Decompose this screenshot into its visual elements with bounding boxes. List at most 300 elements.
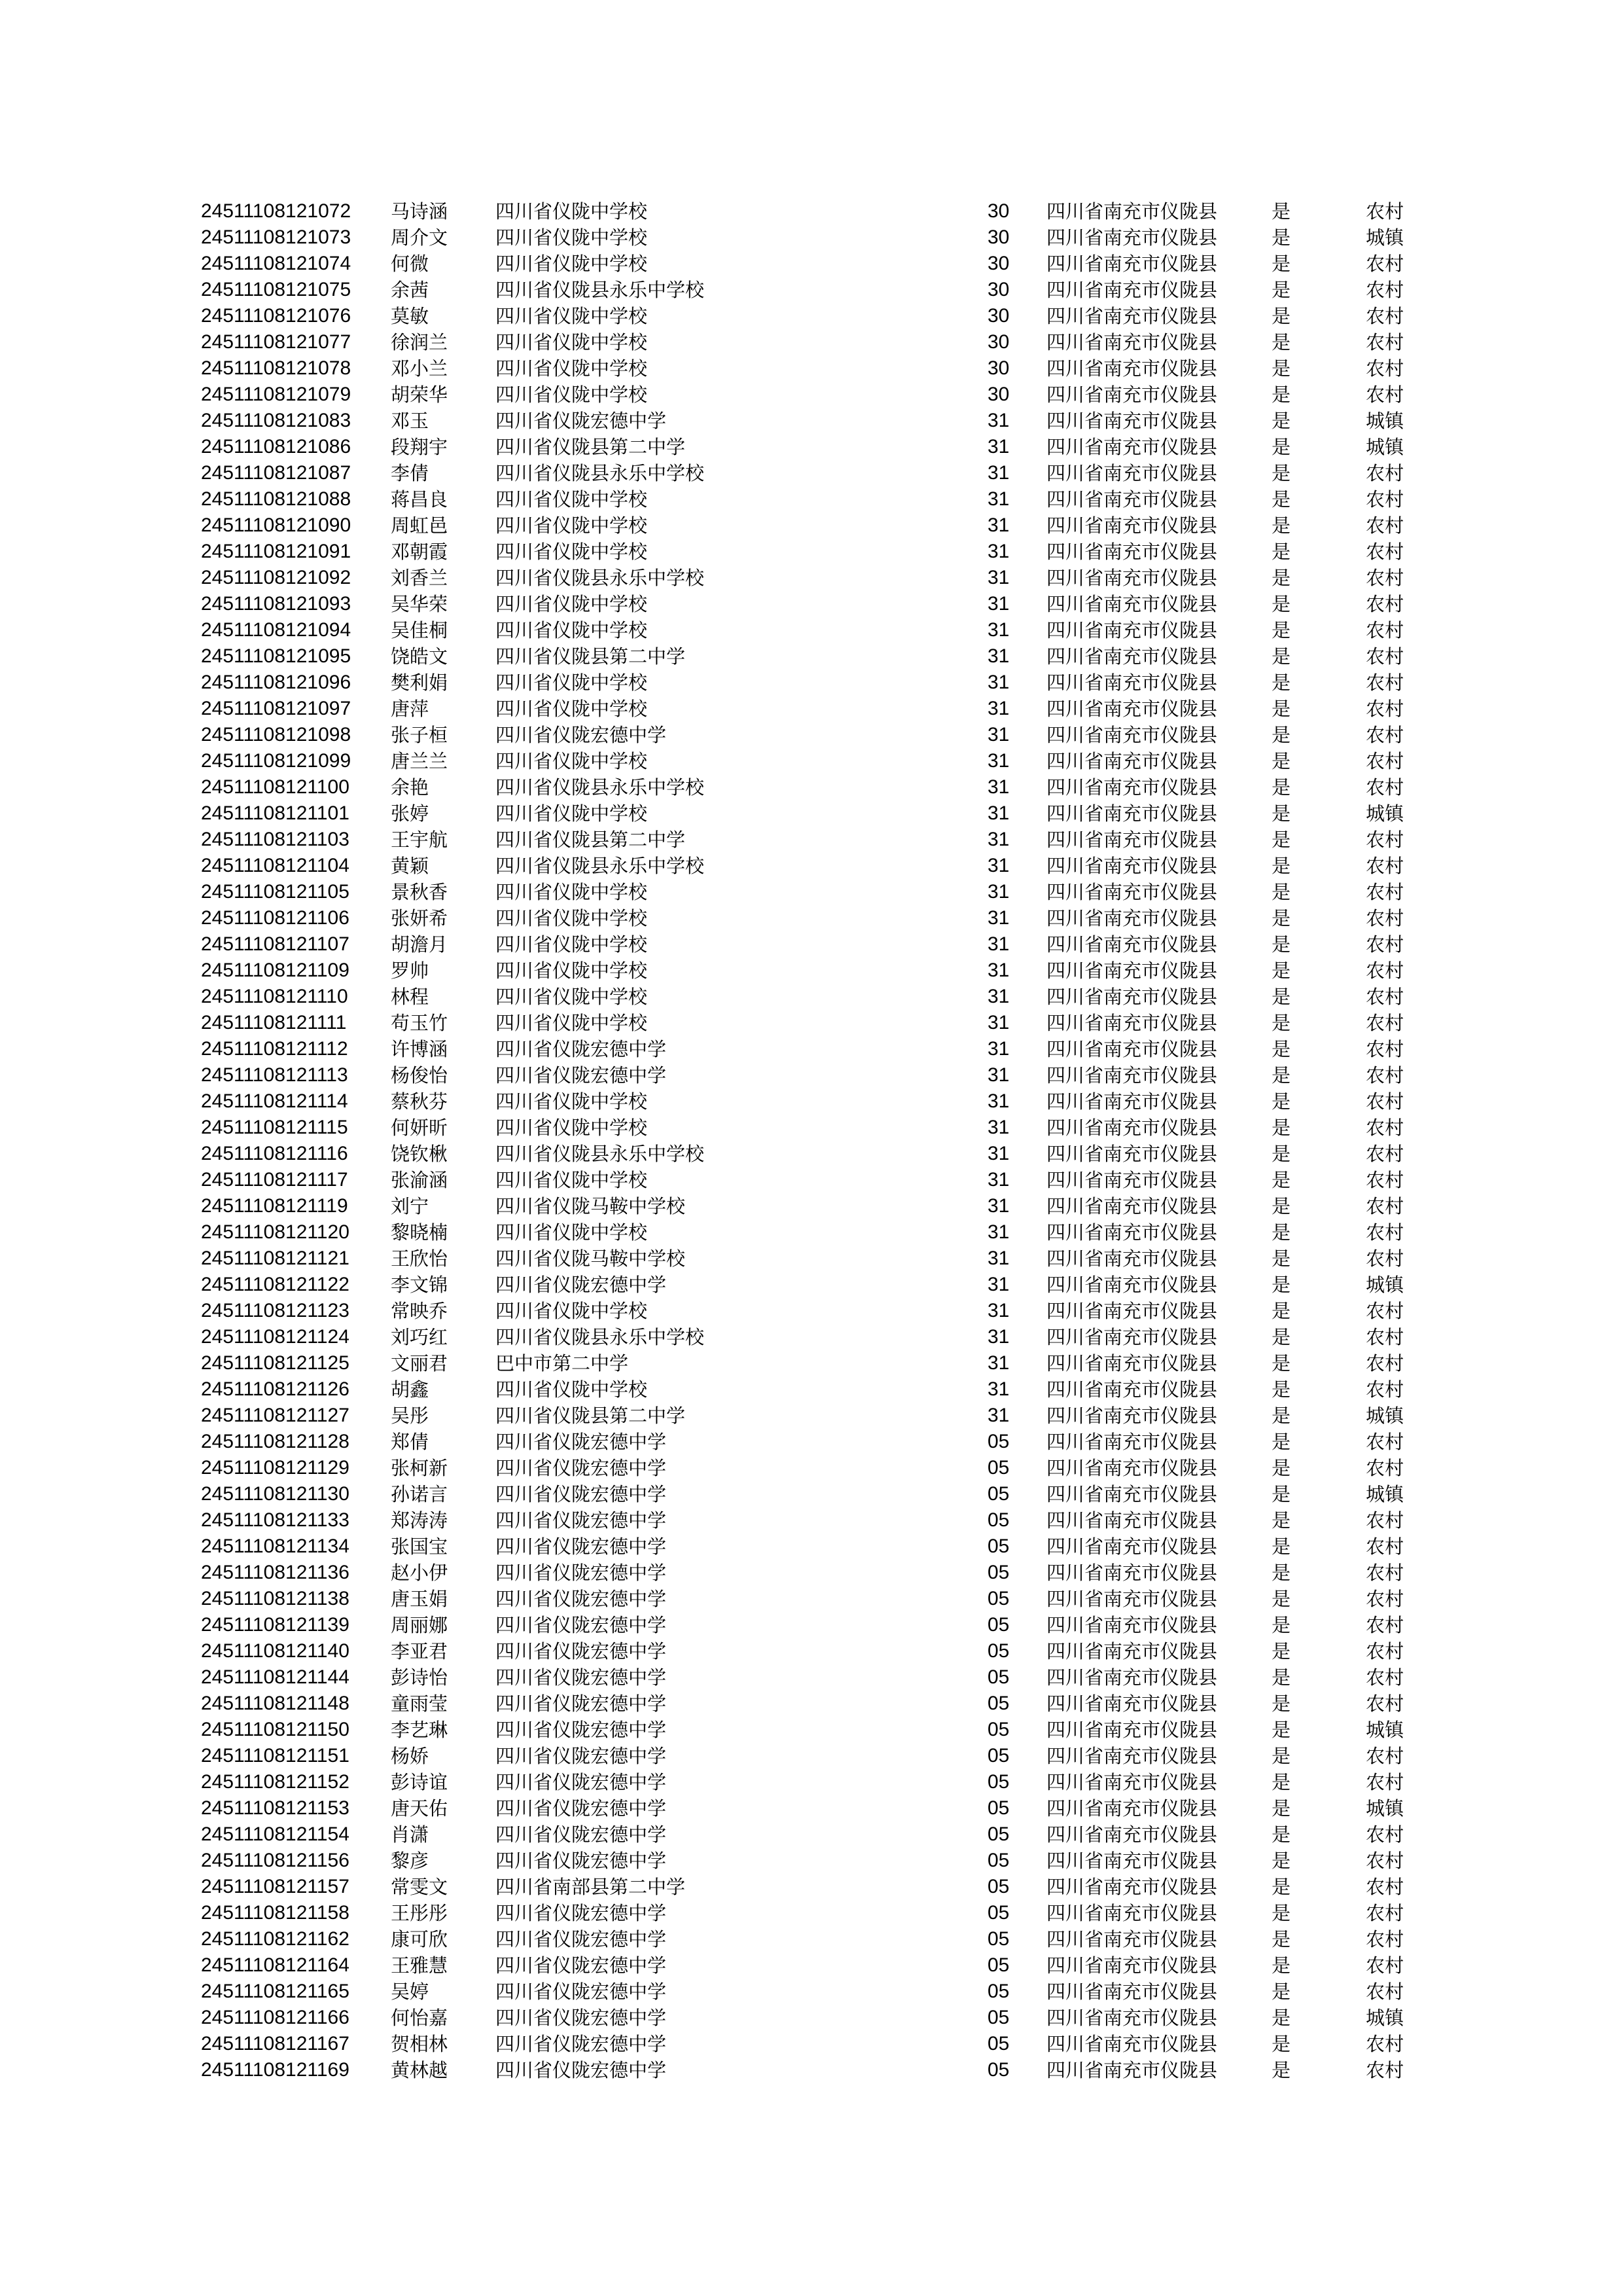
table-row [0, 879, 1623, 905]
school-cell: 四川省仪陇中学校 [495, 619, 648, 641]
eligibility-cell: 是 [1272, 593, 1291, 615]
eligibility-cell: 是 [1272, 1274, 1291, 1296]
exam-number-cell: 24511108121115 [201, 1117, 348, 1138]
eligibility-cell: 是 [1272, 1745, 1291, 1767]
eligibility-cell: 是 [1272, 907, 1291, 929]
residence-type-cell: 农村 [1366, 1300, 1404, 1322]
residence-type-cell: 城镇 [1366, 1274, 1404, 1296]
roster-table [0, 198, 1623, 2083]
exam-number-cell: 24511108121138 [201, 1588, 349, 1609]
class-code-cell: 31 [988, 829, 1010, 850]
residence-type-cell: 农村 [1366, 1745, 1404, 1767]
residence-type-cell: 农村 [1366, 1352, 1404, 1374]
eligibility-cell: 是 [1272, 1850, 1291, 1872]
school-cell: 四川省仪陇宏德中学 [495, 2007, 667, 2029]
class-code-cell: 31 [988, 855, 1010, 876]
school-cell: 四川省仪陇中学校 [495, 488, 648, 511]
region-cell: 四川省南充市仪陇县 [1046, 1719, 1218, 1741]
exam-number-cell: 24511108121086 [201, 436, 351, 457]
region-cell: 四川省南充市仪陇县 [1046, 750, 1218, 772]
class-code-cell: 31 [988, 672, 1010, 693]
student-name-cell: 杨娇 [391, 1745, 429, 1767]
region-cell: 四川省南充市仪陇县 [1046, 253, 1218, 275]
class-code-cell: 31 [988, 541, 1010, 562]
region-cell: 四川省南充市仪陇县 [1046, 357, 1218, 380]
student-name-cell: 童雨莹 [391, 1693, 448, 1715]
residence-type-cell: 农村 [1366, 462, 1404, 484]
region-cell: 四川省南充市仪陇县 [1046, 1588, 1218, 1610]
eligibility-cell: 是 [1272, 1326, 1291, 1348]
exam-number-cell: 24511108121136 [201, 1562, 349, 1583]
school-cell: 四川省仪陇宏德中学 [495, 410, 667, 432]
residence-type-cell: 城镇 [1366, 1405, 1404, 1427]
student-name-cell: 张婷 [391, 802, 429, 825]
school-cell: 四川省仪陇中学校 [495, 253, 648, 275]
class-code-cell: 05 [988, 2007, 1010, 2028]
eligibility-cell: 是 [1272, 1902, 1291, 1924]
exam-number-cell: 24511108121128 [201, 1431, 349, 1452]
residence-type-cell: 农村 [1366, 1221, 1404, 1244]
table-row [0, 643, 1623, 670]
eligibility-cell: 是 [1272, 1300, 1291, 1322]
table-row [0, 2031, 1623, 2057]
residence-type-cell: 农村 [1366, 933, 1404, 956]
table-row [0, 1219, 1623, 1246]
region-cell: 四川省南充市仪陇县 [1046, 1090, 1218, 1113]
table-row [0, 748, 1623, 774]
residence-type-cell: 农村 [1366, 567, 1404, 589]
eligibility-cell: 是 [1272, 462, 1291, 484]
eligibility-cell: 是 [1272, 488, 1291, 511]
region-cell: 四川省南充市仪陇县 [1046, 1509, 1218, 1532]
student-name-cell: 唐天佑 [391, 1797, 448, 1820]
region-cell: 四川省南充市仪陇县 [1046, 1300, 1218, 1322]
region-cell: 四川省南充市仪陇县 [1046, 331, 1218, 353]
region-cell: 四川省南充市仪陇县 [1046, 1666, 1218, 1689]
student-name-cell: 李亚君 [391, 1640, 448, 1662]
eligibility-cell: 是 [1272, 1221, 1291, 1244]
eligibility-cell: 是 [1272, 1823, 1291, 1846]
residence-type-cell: 农村 [1366, 698, 1404, 720]
exam-number-cell: 24511108121077 [201, 331, 351, 353]
class-code-cell: 05 [988, 1483, 1010, 1505]
table-row [0, 1350, 1623, 1376]
region-cell: 四川省南充市仪陇县 [1046, 933, 1218, 956]
exam-number-cell: 24511108121162 [201, 1928, 349, 1950]
exam-number-cell: 24511108121096 [201, 672, 351, 693]
student-name-cell: 孙诺言 [391, 1483, 448, 1505]
school-cell: 四川省仪陇宏德中学 [495, 1666, 667, 1689]
student-name-cell: 王彤彤 [391, 1902, 448, 1924]
table-row [0, 539, 1623, 565]
eligibility-cell: 是 [1272, 619, 1291, 641]
residence-type-cell: 农村 [1366, 855, 1404, 877]
table-row [0, 1795, 1623, 1821]
class-code-cell: 31 [988, 1378, 1010, 1400]
region-cell: 四川省南充市仪陇县 [1046, 410, 1218, 432]
class-code-cell: 31 [988, 1012, 1010, 1033]
exam-number-cell: 24511108121130 [201, 1483, 349, 1505]
exam-number-cell: 24511108121098 [201, 724, 351, 745]
class-code-cell: 31 [988, 619, 1010, 641]
table-row [0, 565, 1623, 591]
eligibility-cell: 是 [1272, 305, 1291, 327]
table-row [0, 408, 1623, 434]
table-row [0, 1193, 1623, 1219]
region-cell: 四川省南充市仪陇县 [1046, 1326, 1218, 1348]
exam-number-cell: 24511108121076 [201, 305, 351, 327]
table-row [0, 460, 1623, 486]
eligibility-cell: 是 [1272, 1562, 1291, 1584]
table-row [0, 251, 1623, 277]
class-code-cell: 31 [988, 1274, 1010, 1295]
region-cell: 四川省南充市仪陇县 [1046, 829, 1218, 851]
eligibility-cell: 是 [1272, 1640, 1291, 1662]
eligibility-cell: 是 [1272, 724, 1291, 746]
student-name-cell: 黄林越 [391, 2059, 448, 2081]
eligibility-cell: 是 [1272, 960, 1291, 982]
region-cell: 四川省南充市仪陇县 [1046, 1221, 1218, 1244]
region-cell: 四川省南充市仪陇县 [1046, 462, 1218, 484]
region-cell: 四川省南充市仪陇县 [1046, 881, 1218, 903]
exam-number-cell: 24511108121113 [201, 1064, 348, 1086]
eligibility-cell: 是 [1272, 226, 1291, 249]
student-name-cell: 王宇航 [391, 829, 448, 851]
student-name-cell: 张渝涵 [391, 1169, 448, 1191]
residence-type-cell: 农村 [1366, 1981, 1404, 2003]
exam-number-cell: 24511108121079 [201, 384, 351, 405]
eligibility-cell: 是 [1272, 672, 1291, 694]
residence-type-cell: 农村 [1366, 488, 1404, 511]
exam-number-cell: 24511108121104 [201, 855, 349, 876]
school-cell: 四川省仪陇县第二中学 [495, 1405, 686, 1427]
region-cell: 四川省南充市仪陇县 [1046, 1562, 1218, 1584]
school-cell: 四川省仪陇宏德中学 [495, 1274, 667, 1296]
student-name-cell: 常映乔 [391, 1300, 448, 1322]
school-cell: 四川省仪陇中学校 [495, 881, 648, 903]
student-name-cell: 蔡秋芬 [391, 1090, 448, 1113]
residence-type-cell: 农村 [1366, 1640, 1404, 1662]
residence-type-cell: 农村 [1366, 1588, 1404, 1610]
class-code-cell: 31 [988, 960, 1010, 981]
school-cell: 四川省仪陇县永乐中学校 [495, 279, 705, 301]
student-name-cell: 余艳 [391, 776, 429, 798]
school-cell: 四川省仪陇马鞍中学校 [495, 1247, 686, 1270]
exam-number-cell: 24511108121158 [201, 1902, 349, 1924]
region-cell: 四川省南充市仪陇县 [1046, 436, 1218, 458]
residence-type-cell: 农村 [1366, 1038, 1404, 1060]
region-cell: 四川省南充市仪陇县 [1046, 1771, 1218, 1793]
table-row [0, 1115, 1623, 1141]
student-name-cell: 段翔宇 [391, 436, 448, 458]
region-cell: 四川省南充市仪陇县 [1046, 1195, 1218, 1217]
exam-number-cell: 24511108121144 [201, 1666, 349, 1688]
eligibility-cell: 是 [1272, 1981, 1291, 2003]
student-name-cell: 文丽君 [391, 1352, 448, 1374]
school-cell: 四川省仪陇县永乐中学校 [495, 1326, 705, 1348]
region-cell: 四川省南充市仪陇县 [1046, 1640, 1218, 1662]
exam-number-cell: 24511108121087 [201, 462, 351, 484]
student-name-cell: 黎彦 [391, 1850, 429, 1872]
table-row [0, 827, 1623, 853]
eligibility-cell: 是 [1272, 802, 1291, 825]
class-code-cell: 30 [988, 305, 1010, 327]
eligibility-cell: 是 [1272, 1797, 1291, 1820]
residence-type-cell: 农村 [1366, 619, 1404, 641]
region-cell: 四川省南充市仪陇县 [1046, 1405, 1218, 1427]
exam-number-cell: 24511108121139 [201, 1614, 349, 1636]
school-cell: 四川省仪陇宏德中学 [495, 724, 667, 746]
school-cell: 四川省仪陇中学校 [495, 933, 648, 956]
student-name-cell: 康可欣 [391, 1928, 448, 1950]
table-row [0, 905, 1623, 931]
region-cell: 四川省南充市仪陇县 [1046, 488, 1218, 511]
table-row [0, 984, 1623, 1010]
eligibility-cell: 是 [1272, 1117, 1291, 1139]
table-row [0, 1088, 1623, 1115]
school-cell: 四川省仪陇中学校 [495, 1221, 648, 1244]
region-cell: 四川省南充市仪陇县 [1046, 1352, 1218, 1374]
school-cell: 四川省仪陇宏德中学 [495, 1588, 667, 1610]
class-code-cell: 30 [988, 226, 1010, 248]
student-name-cell: 饶皓文 [391, 645, 448, 668]
region-cell: 四川省南充市仪陇县 [1046, 986, 1218, 1008]
region-cell: 四川省南充市仪陇县 [1046, 1457, 1218, 1479]
region-cell: 四川省南充市仪陇县 [1046, 1954, 1218, 1977]
student-name-cell: 赵小伊 [391, 1562, 448, 1584]
exam-number-cell: 24511108121106 [201, 907, 349, 929]
region-cell: 四川省南充市仪陇县 [1046, 1038, 1218, 1060]
eligibility-cell: 是 [1272, 1012, 1291, 1034]
exam-number-cell: 24511108121152 [201, 1771, 349, 1793]
region-cell: 四川省南充市仪陇县 [1046, 1431, 1218, 1453]
region-cell: 四川省南充市仪陇县 [1046, 514, 1218, 537]
region-cell: 四川省南充市仪陇县 [1046, 1143, 1218, 1165]
school-cell: 四川省仪陇宏德中学 [495, 1038, 667, 1060]
region-cell: 四川省南充市仪陇县 [1046, 1614, 1218, 1636]
table-row [0, 1429, 1623, 1455]
residence-type-cell: 农村 [1366, 724, 1404, 746]
table-row [0, 1036, 1623, 1062]
table-row [0, 1743, 1623, 1769]
exam-number-cell: 24511108121134 [201, 1535, 349, 1557]
school-cell: 四川省仪陇中学校 [495, 1378, 648, 1401]
class-code-cell: 05 [988, 1666, 1010, 1688]
region-cell: 四川省南充市仪陇县 [1046, 1693, 1218, 1715]
eligibility-cell: 是 [1272, 357, 1291, 380]
residence-type-cell: 农村 [1366, 1195, 1404, 1217]
region-cell: 四川省南充市仪陇县 [1046, 1535, 1218, 1558]
table-row [0, 1272, 1623, 1298]
exam-number-cell: 24511108121166 [201, 2007, 349, 2028]
region-cell: 四川省南充市仪陇县 [1046, 1745, 1218, 1767]
residence-type-cell: 农村 [1366, 986, 1404, 1008]
eligibility-cell: 是 [1272, 698, 1291, 720]
student-name-cell: 何微 [391, 253, 429, 275]
class-code-cell: 30 [988, 357, 1010, 379]
exam-number-cell: 24511108121127 [201, 1405, 349, 1426]
region-cell: 四川省南充市仪陇县 [1046, 279, 1218, 301]
exam-number-cell: 24511108121117 [201, 1169, 348, 1191]
region-cell: 四川省南充市仪陇县 [1046, 2033, 1218, 2055]
exam-number-cell: 24511108121103 [201, 829, 349, 850]
school-cell: 四川省仪陇中学校 [495, 1169, 648, 1191]
class-code-cell: 05 [988, 2059, 1010, 2081]
student-name-cell: 罗帅 [391, 960, 429, 982]
exam-number-cell: 24511108121124 [201, 1326, 349, 1348]
residence-type-cell: 农村 [1366, 1378, 1404, 1401]
table-row [0, 670, 1623, 696]
school-cell: 四川省仪陇县永乐中学校 [495, 776, 705, 798]
residence-type-cell: 农村 [1366, 200, 1404, 223]
exam-number-cell: 24511108121101 [201, 802, 349, 824]
student-name-cell: 许博涵 [391, 1038, 448, 1060]
table-row [0, 1979, 1623, 2005]
table-row [0, 1507, 1623, 1534]
class-code-cell: 31 [988, 698, 1010, 719]
exam-number-cell: 24511108121105 [201, 881, 349, 903]
eligibility-cell: 是 [1272, 1771, 1291, 1793]
exam-number-cell: 24511108121123 [201, 1300, 349, 1321]
school-cell: 四川省仪陇中学校 [495, 541, 648, 563]
student-name-cell: 饶钦楸 [391, 1143, 448, 1165]
eligibility-cell: 是 [1272, 514, 1291, 537]
table-row [0, 1141, 1623, 1167]
eligibility-cell: 是 [1272, 331, 1291, 353]
school-cell: 四川省仪陇中学校 [495, 384, 648, 406]
class-code-cell: 31 [988, 1143, 1010, 1164]
region-cell: 四川省南充市仪陇县 [1046, 1483, 1218, 1505]
school-cell: 四川省仪陇中学校 [495, 1117, 648, 1139]
residence-type-cell: 农村 [1366, 1876, 1404, 1898]
eligibility-cell: 是 [1272, 1719, 1291, 1741]
table-row [0, 1403, 1623, 1429]
school-cell: 四川省仪陇中学校 [495, 672, 648, 694]
residence-type-cell: 农村 [1366, 672, 1404, 694]
table-row [0, 1848, 1623, 1874]
residence-type-cell: 农村 [1366, 1614, 1404, 1636]
table-row [0, 1455, 1623, 1481]
school-cell: 四川省仪陇宏德中学 [495, 1431, 667, 1453]
table-row [0, 1481, 1623, 1507]
student-name-cell: 贺相林 [391, 2033, 448, 2055]
eligibility-cell: 是 [1272, 541, 1291, 563]
student-name-cell: 黎晓楠 [391, 1221, 448, 1244]
eligibility-cell: 是 [1272, 384, 1291, 406]
eligibility-cell: 是 [1272, 567, 1291, 589]
student-name-cell: 刘香兰 [391, 567, 448, 589]
school-cell: 四川省南部县第二中学 [495, 1876, 686, 1898]
eligibility-cell: 是 [1272, 2059, 1291, 2081]
residence-type-cell: 城镇 [1366, 1797, 1404, 1820]
exam-number-cell: 24511108121151 [201, 1745, 349, 1767]
class-code-cell: 31 [988, 933, 1010, 955]
eligibility-cell: 是 [1272, 1876, 1291, 1898]
eligibility-cell: 是 [1272, 1247, 1291, 1270]
school-cell: 四川省仪陇中学校 [495, 357, 648, 380]
student-name-cell: 唐玉娟 [391, 1588, 448, 1610]
class-code-cell: 05 [988, 1850, 1010, 1871]
eligibility-cell: 是 [1272, 1169, 1291, 1191]
school-cell: 四川省仪陇宏德中学 [495, 1719, 667, 1741]
residence-type-cell: 农村 [1366, 331, 1404, 353]
eligibility-cell: 是 [1272, 1352, 1291, 1374]
residence-type-cell: 农村 [1366, 279, 1404, 301]
class-code-cell: 31 [988, 1300, 1010, 1321]
exam-number-cell: 24511108121167 [201, 2033, 349, 2054]
table-row [0, 1534, 1623, 1560]
exam-number-cell: 24511108121094 [201, 619, 351, 641]
school-cell: 四川省仪陇宏德中学 [495, 2059, 667, 2081]
region-cell: 四川省南充市仪陇县 [1046, 567, 1218, 589]
student-name-cell: 唐萍 [391, 698, 429, 720]
class-code-cell: 05 [988, 1535, 1010, 1557]
class-code-cell: 05 [988, 1457, 1010, 1479]
student-name-cell: 胡澹月 [391, 933, 448, 956]
class-code-cell: 30 [988, 200, 1010, 222]
eligibility-cell: 是 [1272, 1143, 1291, 1165]
region-cell: 四川省南充市仪陇县 [1046, 776, 1218, 798]
table-row [0, 1664, 1623, 1691]
region-cell: 四川省南充市仪陇县 [1046, 1169, 1218, 1191]
exam-number-cell: 24511108121078 [201, 357, 351, 379]
region-cell: 四川省南充市仪陇县 [1046, 855, 1218, 877]
exam-number-cell: 24511108121110 [201, 986, 348, 1007]
student-name-cell: 王欣怡 [391, 1247, 448, 1270]
eligibility-cell: 是 [1272, 1928, 1291, 1950]
student-name-cell: 莫敏 [391, 305, 429, 327]
region-cell: 四川省南充市仪陇县 [1046, 1902, 1218, 1924]
class-code-cell: 31 [988, 1195, 1010, 1217]
region-cell: 四川省南充市仪陇县 [1046, 384, 1218, 406]
region-cell: 四川省南充市仪陇县 [1046, 541, 1218, 563]
student-name-cell: 张国宝 [391, 1535, 448, 1558]
region-cell: 四川省南充市仪陇县 [1046, 1378, 1218, 1401]
exam-number-cell: 24511108121133 [201, 1509, 349, 1531]
residence-type-cell: 农村 [1366, 1143, 1404, 1165]
residence-type-cell: 农村 [1366, 1090, 1404, 1113]
residence-type-cell: 农村 [1366, 1169, 1404, 1191]
class-code-cell: 05 [988, 1797, 1010, 1819]
class-code-cell: 05 [988, 1509, 1010, 1531]
student-name-cell: 吴华荣 [391, 593, 448, 615]
student-name-cell: 刘巧红 [391, 1326, 448, 1348]
exam-number-cell: 24511108121099 [201, 750, 351, 772]
class-code-cell: 05 [988, 1640, 1010, 1662]
region-cell: 四川省南充市仪陇县 [1046, 1981, 1218, 2003]
student-name-cell: 马诗涵 [391, 200, 448, 223]
class-code-cell: 05 [988, 1693, 1010, 1714]
class-code-cell: 05 [988, 1954, 1010, 1976]
residence-type-cell: 农村 [1366, 1509, 1404, 1532]
exam-number-cell: 24511108121107 [201, 933, 349, 955]
table-row [0, 1167, 1623, 1193]
school-cell: 四川省仪陇县永乐中学校 [495, 1143, 705, 1165]
school-cell: 四川省仪陇县永乐中学校 [495, 855, 705, 877]
residence-type-cell: 农村 [1366, 1012, 1404, 1034]
residence-type-cell: 城镇 [1366, 410, 1404, 432]
class-code-cell: 31 [988, 1326, 1010, 1348]
class-code-cell: 31 [988, 1090, 1010, 1112]
school-cell: 四川省仪陇宏德中学 [495, 1981, 667, 2003]
eligibility-cell: 是 [1272, 1378, 1291, 1401]
table-row [0, 1298, 1623, 1324]
eligibility-cell: 是 [1272, 1405, 1291, 1427]
student-name-cell: 李艺琳 [391, 1719, 448, 1741]
region-cell: 四川省南充市仪陇县 [1046, 1928, 1218, 1950]
exam-number-cell: 24511108121150 [201, 1719, 349, 1740]
student-name-cell: 周介文 [391, 226, 448, 249]
